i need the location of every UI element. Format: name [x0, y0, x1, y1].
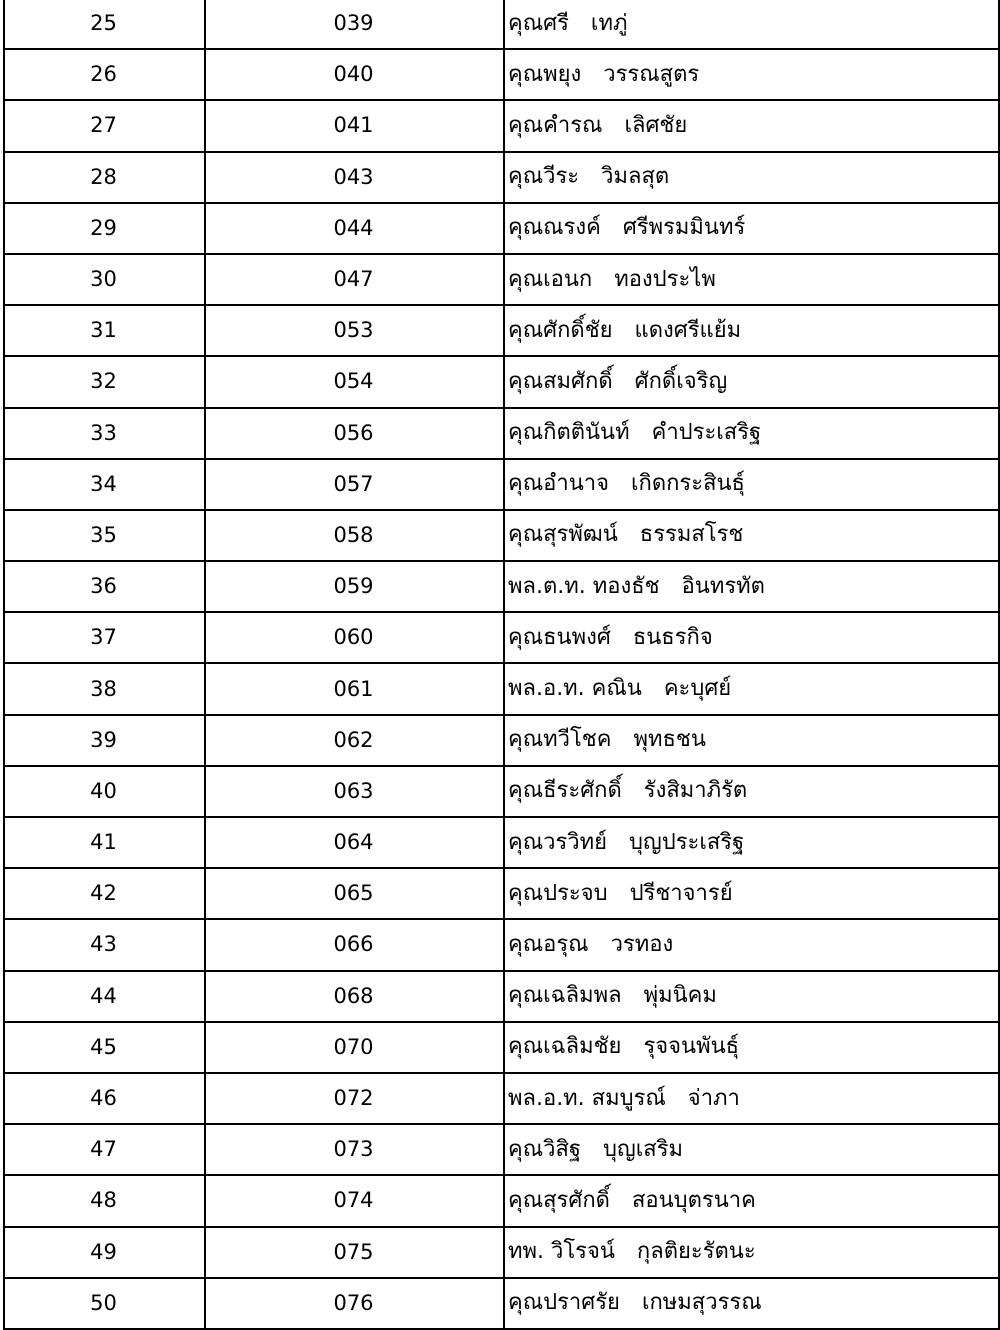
- first-name: คุณทวีโชค: [508, 727, 612, 753]
- table-row: [4, 561, 999, 612]
- first-name: คุณศรี: [508, 10, 569, 36]
- first-name: พล.ต.ท. ทองธัช: [508, 573, 660, 599]
- table-row: [4, 868, 999, 919]
- member-name-cell: [504, 49, 999, 100]
- table-row: [4, 0, 999, 49]
- member-code-cell: 066: [205, 919, 504, 970]
- row-number-cell: 49: [4, 1227, 205, 1278]
- member-name-cell: [504, 0, 999, 49]
- last-name: ธรรมสโรช: [639, 522, 744, 548]
- last-name: ศักดิ์เจริญ: [634, 368, 728, 394]
- table-row: [4, 1073, 999, 1124]
- first-name: คุณวรวิทย์: [508, 829, 608, 855]
- member-code-cell: 074: [205, 1175, 504, 1226]
- row-number-cell: 27: [4, 100, 205, 151]
- member-name-cell: [504, 356, 999, 407]
- table-row: [4, 305, 999, 356]
- member-code-cell: 065: [205, 868, 504, 919]
- table-row: [4, 1022, 999, 1073]
- member-name-cell: [504, 919, 999, 970]
- last-name: บุญประเสริฐ: [629, 829, 745, 855]
- row-number-cell: 33: [4, 408, 205, 459]
- member-code-cell: 057: [205, 459, 504, 510]
- row-number-cell: 45: [4, 1022, 205, 1073]
- last-name: ศรีพรมมินทร์: [622, 215, 746, 241]
- table-row: [4, 1227, 999, 1278]
- member-code-cell: 054: [205, 356, 504, 407]
- first-name: ทพ. วิโรจน์: [508, 1239, 615, 1265]
- last-name: เกิดกระสินธุ์: [630, 471, 745, 497]
- row-number-cell: 40: [4, 766, 205, 817]
- last-name: จ่าภา: [687, 1085, 740, 1111]
- table-row: [4, 1278, 999, 1329]
- member-name-cell: [504, 561, 999, 612]
- first-name: คุณประจบ: [508, 880, 608, 906]
- first-name: คุณอำนาจ: [508, 471, 609, 497]
- member-name-cell: [504, 612, 999, 663]
- member-code-cell: 064: [205, 817, 504, 868]
- first-name: พล.อ.ท. สมบูรณ์: [508, 1085, 666, 1111]
- member-code-cell: 059: [205, 561, 504, 612]
- row-number-cell: 37: [4, 612, 205, 663]
- member-name-cell: [504, 305, 999, 356]
- member-code-cell: 061: [205, 663, 504, 714]
- roster-body: [4, 0, 999, 1329]
- last-name: คำประเสริฐ: [651, 420, 762, 446]
- first-name: คุณเฉลิมพล: [508, 983, 622, 1009]
- member-name-cell: [504, 971, 999, 1022]
- last-name: คะบุศย์: [663, 676, 732, 702]
- member-code-cell: 075: [205, 1227, 504, 1278]
- first-name: พล.อ.ท. คณิน: [508, 676, 642, 702]
- table-row: [4, 49, 999, 100]
- first-name: คุณเฉลิมชัย: [508, 1034, 622, 1060]
- member-name-cell: [504, 817, 999, 868]
- row-number-cell: 43: [4, 919, 205, 970]
- row-number-cell: 48: [4, 1175, 205, 1226]
- member-name-cell: [504, 1124, 999, 1175]
- table-row: [4, 817, 999, 868]
- member-code-cell: 041: [205, 100, 504, 151]
- table-row: [4, 152, 999, 203]
- member-name-cell: [504, 254, 999, 305]
- member-roster-table: [3, 0, 1000, 1330]
- first-name: คุณธีระศักดิ์: [508, 778, 622, 804]
- member-name-cell: [504, 203, 999, 254]
- row-number-cell: 29: [4, 203, 205, 254]
- member-code-cell: 063: [205, 766, 504, 817]
- last-name: เกษมสุวรรณ: [641, 1290, 762, 1316]
- last-name: เลิศชัย: [624, 112, 688, 138]
- member-name-cell: [504, 1278, 999, 1329]
- row-number-cell: 35: [4, 510, 205, 561]
- member-code-cell: 070: [205, 1022, 504, 1073]
- row-number-cell: 44: [4, 971, 205, 1022]
- first-name: คุณวีระ: [508, 164, 580, 190]
- last-name: วรรณสูตร: [603, 61, 700, 87]
- last-name: พุทธชน: [633, 727, 706, 753]
- first-name: คุณพยุง: [508, 61, 582, 87]
- row-number-cell: 39: [4, 715, 205, 766]
- last-name: ทองประไพ: [614, 266, 716, 292]
- row-number-cell: 47: [4, 1124, 205, 1175]
- member-code-cell: 060: [205, 612, 504, 663]
- member-code-cell: 043: [205, 152, 504, 203]
- last-name: พุ่มนิคม: [643, 983, 717, 1009]
- member-name-cell: [504, 766, 999, 817]
- table-row: [4, 356, 999, 407]
- table-row: [4, 1175, 999, 1226]
- table-row: [4, 459, 999, 510]
- last-name: วิมลสุต: [601, 164, 670, 190]
- member-name-cell: [504, 715, 999, 766]
- member-name-cell: [504, 1227, 999, 1278]
- table-row: [4, 612, 999, 663]
- first-name: คุณกิตตินันท์: [508, 420, 630, 446]
- member-code-cell: 039: [205, 0, 504, 49]
- last-name: รุจจนพันธุ์: [643, 1034, 740, 1060]
- row-number-cell: 26: [4, 49, 205, 100]
- member-code-cell: 047: [205, 254, 504, 305]
- table-row: [4, 663, 999, 714]
- first-name: คุณคำรณ: [508, 112, 603, 138]
- row-number-cell: 28: [4, 152, 205, 203]
- table-row: [4, 971, 999, 1022]
- member-code-cell: 076: [205, 1278, 504, 1329]
- first-name: คุณสุรศักดิ์: [508, 1187, 610, 1213]
- row-number-cell: 46: [4, 1073, 205, 1124]
- member-name-cell: [504, 1022, 999, 1073]
- first-name: คุณวิสิฐ: [508, 1136, 582, 1162]
- member-name-cell: [504, 1175, 999, 1226]
- member-code-cell: 062: [205, 715, 504, 766]
- row-number-cell: 41: [4, 817, 205, 868]
- member-name-cell: [504, 459, 999, 510]
- first-name: คุณธนพงศ์: [508, 624, 611, 650]
- table-row: [4, 919, 999, 970]
- member-code-cell: 040: [205, 49, 504, 100]
- first-name: คุณณรงค์: [508, 215, 601, 241]
- table-row: [4, 203, 999, 254]
- row-number-cell: 42: [4, 868, 205, 919]
- member-name-cell: [504, 663, 999, 714]
- row-number-cell: 36: [4, 561, 205, 612]
- table-row: [4, 715, 999, 766]
- table-row: [4, 766, 999, 817]
- last-name: วรทอง: [610, 931, 674, 957]
- last-name: บุญเสริม: [603, 1136, 684, 1162]
- member-name-cell: [504, 408, 999, 459]
- member-name-cell: [504, 152, 999, 203]
- row-number-cell: 25: [4, 0, 205, 49]
- member-code-cell: 073: [205, 1124, 504, 1175]
- first-name: คุณอรุณ: [508, 931, 589, 957]
- row-number-cell: 38: [4, 663, 205, 714]
- member-code-cell: 044: [205, 203, 504, 254]
- row-number-cell: 30: [4, 254, 205, 305]
- row-number-cell: 32: [4, 356, 205, 407]
- table-row: [4, 100, 999, 151]
- member-name-cell: [504, 100, 999, 151]
- last-name: รังสิมาภิรัต: [643, 778, 748, 804]
- last-name: ปรีชาจารย์: [629, 880, 733, 906]
- first-name: คุณสุรพัฒน์: [508, 522, 618, 548]
- member-code-cell: 058: [205, 510, 504, 561]
- last-name: ธนธรกิจ: [632, 624, 713, 650]
- first-name: คุณเอนก: [508, 266, 593, 292]
- last-name: แดงศรีแย้ม: [634, 317, 742, 343]
- table-row: [4, 1124, 999, 1175]
- first-name: คุณสมศักดิ์: [508, 368, 613, 394]
- last-name: เทภู่: [590, 10, 628, 36]
- member-code-cell: 056: [205, 408, 504, 459]
- last-name: สอนบุตรนาค: [631, 1187, 756, 1213]
- member-name-cell: [504, 868, 999, 919]
- last-name: กุลติยะรัตนะ: [636, 1239, 756, 1265]
- first-name: คุณปราศรัย: [508, 1290, 620, 1316]
- row-number-cell: 31: [4, 305, 205, 356]
- member-name-cell: [504, 1073, 999, 1124]
- first-name: คุณศักดิ์ชัย: [508, 317, 613, 343]
- row-number-cell: 50: [4, 1278, 205, 1329]
- table-row: [4, 408, 999, 459]
- member-name-cell: [504, 510, 999, 561]
- table-row: [4, 254, 999, 305]
- row-number-cell: 34: [4, 459, 205, 510]
- last-name: อินทรทัต: [681, 573, 765, 599]
- member-code-cell: 072: [205, 1073, 504, 1124]
- table-row: [4, 510, 999, 561]
- member-code-cell: 068: [205, 971, 504, 1022]
- member-code-cell: 053: [205, 305, 504, 356]
